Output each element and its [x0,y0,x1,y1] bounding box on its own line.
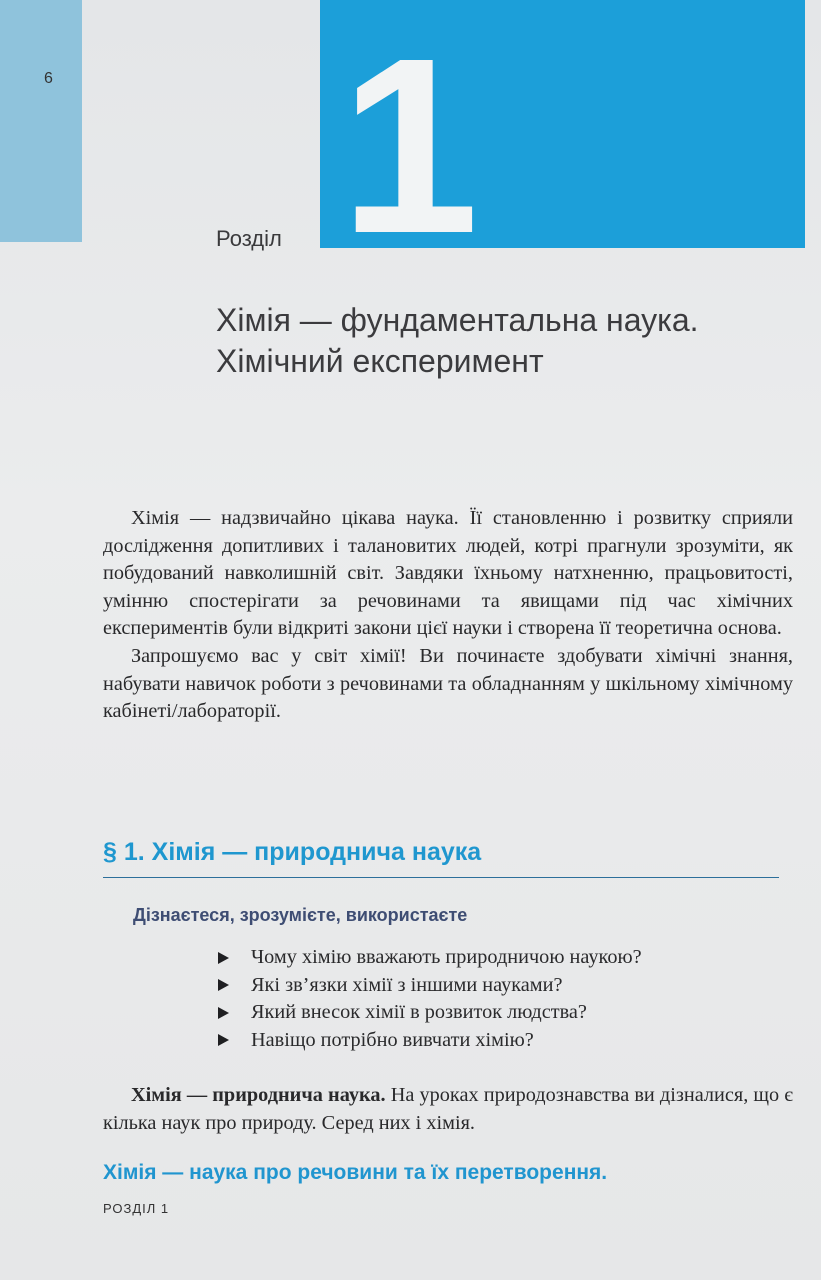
list-item [218,1027,778,1055]
intro-paragraph-2: Запрошуємо вас у світ хімії! Ви починаєте здобувати хімічні знання, набувати навичок роботи з речовинами та обладнанням у шкільному хімічному кабінеті/лабораторії. [103,644,793,723]
subsection-heading: Хімія — наука про речовини та їх перетворення. [103,1161,608,1184]
triangle-bullet-icon [218,979,229,991]
chapter-number: 1 [340,6,480,285]
running-footer: РОЗДІЛ 1 [103,1201,170,1216]
questions-list [218,944,778,1054]
intro-paragraph-1: Хімія — надзвичайно цікава наука. Її становленню і розвитку сприяли дослідження допитливих і талановитих людей, котрі прагнули зрозуміти, як побудований навколишній світ. Завдяки їхньому натхненню, працьовитості, умінню спостерігати за речовинами та явищами під час хімічних експериментів були відкриті закони цієї науки і створена її теоретична основа. [103,507,793,640]
chapter-label: Розділ [216,226,282,251]
question-text: Які зв’язки хімії з іншими науками? [251,973,563,996]
triangle-bullet-icon [218,952,229,964]
list-item [218,999,778,1027]
definition-bold: Хімія — природнича наука. [131,1084,386,1106]
list-item [218,972,778,1000]
section-heading: § 1. Хімія — природнича наука [103,838,779,878]
page-number: 6 [44,70,53,87]
chapter-title-line-1: Хімія — фундаментальна наука. [216,302,699,338]
triangle-bullet-icon [218,1007,229,1019]
definition-body: На уроках природознавства ви дізналися, що є кілька наук про природу. Серед них і хімія. [103,1084,793,1134]
question-text: Який внесок хімії в розвиток людства? [251,1001,587,1023]
side-color-strip [0,0,82,242]
definition-text [103,1082,793,1137]
question-text: Чому хімію вважають природничою наукою? [251,946,642,968]
learning-goals-title: Дізнаєтеся, зрозумієте, використаєте [133,905,468,925]
question-text: Навіщо потрібно вивчати хімію? [251,1028,534,1051]
chapter-title-line-2: Хімічний експеримент [216,343,544,379]
chapter-title [216,300,816,382]
triangle-bullet-icon [218,1034,229,1046]
intro-text [103,505,793,726]
definition-paragraph [103,1082,793,1137]
list-item [218,944,778,972]
